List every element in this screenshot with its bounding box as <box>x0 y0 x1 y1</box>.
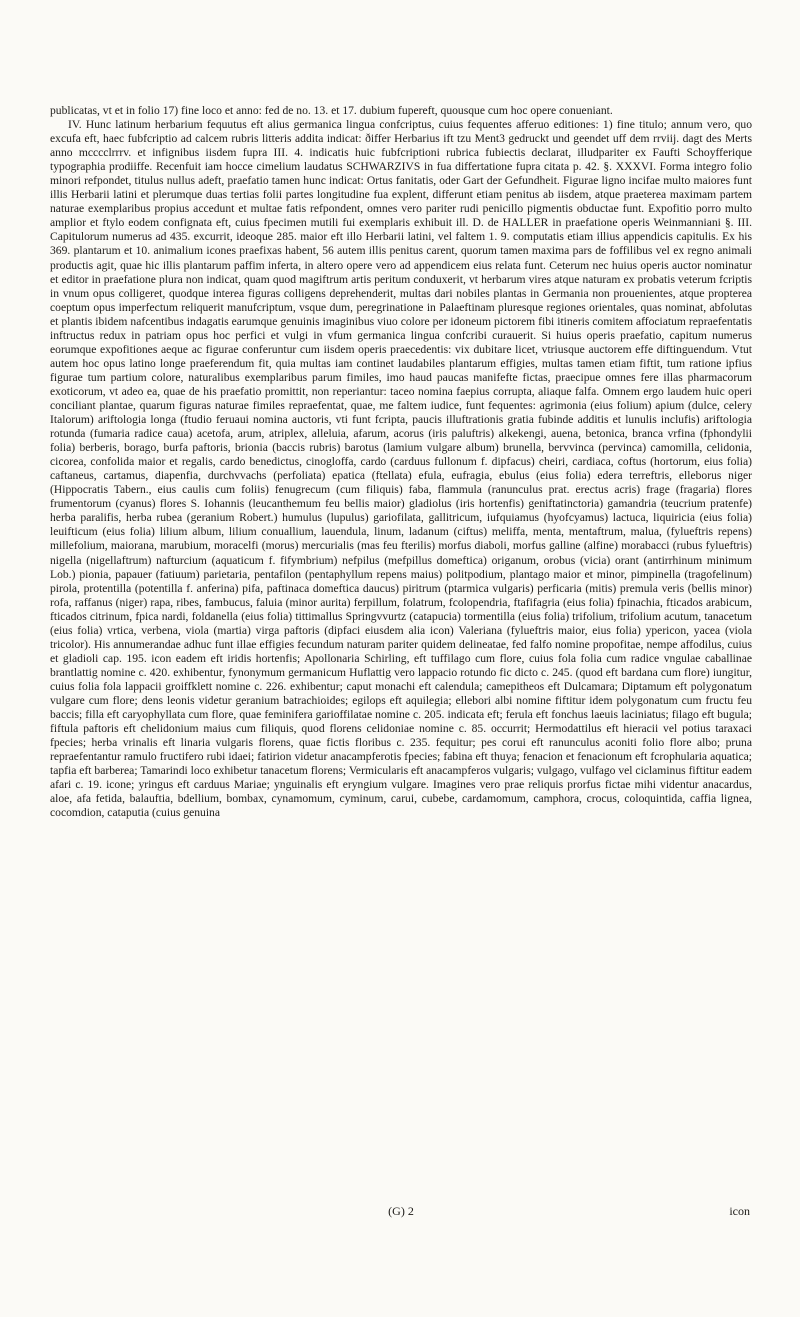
catchword: icon <box>729 1204 750 1218</box>
signature-mark: (G) 2 <box>388 1204 414 1218</box>
paragraph-section-iv: IV. Hunc latinum herbarium fequutus eft alius germanica lingua confcriptus, cuius fequentes afferuo editiones: 1) fine titulo; annum vero, quo excufa eft, haec fubfcriptio ad calcem rubris litteris addita indicat: ðiffer Herbarius ift tzu Ment3 gedruckt und geendet uff dem rrviij. dagt des Merts anno mcccclrrrv. et infignibus iisdem fupra III. 4. indicatis huic fubfcriptioni rubrica fubiectis declarat, illudpariter ex Faufti Schoyfferique typographia prodiiffe. Recenfuit iam hocce cimelium laudatus SCHWARZIVS in fua differtatione fupra citata p. 42. §. XXXVI. Forma integro folio minori refpondet, titulus nullus adeft, praefatio tamen hunc indicat: Ortus fanitatis, oder Gart der Gefundheit. Figurae ligno incifae multo maiores funt illis Herbarii latini et plerumque duas tertias folii partes longitudine fua explent, differunt etiam penitus ab iisdem, atque praeterea maximam partem naturae exemplaribus propius accedunt et multae fatis refpondent, omnes vero pariter rudi penicillo pigmentis obductae funt. Expofitio porro multo amplior et ftylo eodem confignata eft, cuius fpecimen mutili fui exemplaris exhibuit ill. D. de HALLER in praefatione operis Weinmanniani §. III. Capitulorum numerus ad 435. excurrit, ideoque 285. maior eft illo Herbarii latini, vel faltem 1. 9. computatis etiam illius appendicis capitulis. Ex his 369. plantarum et 10. animalium icones praefixas habent, 56 autem illis penitus carent, quorum tamen maxima pars de foffilibus vel ex regno animali productis agit, quae hic illis plantarum paffim inferta, in altero opere vero ad appendicem eius relata funt. Ceterum nec huius operis auctor nominatur et editor in praefatione plura non indicat, quam quod magiftrum artis peritum conduxerit, vt herbarum vires atque naturam ex probatis veterum fcriptis in vnum opus colligeret, quodque interea figuras colligens deprehenderit, multas dari nobiles plantas in Germania non prouenientes, atque propterea coeptum opus imperfectum reliquerit manufcriptum, vsque dum, peregrinatione in Palaeftinam pluresque regiones orientales, quas nominat, abfolutas et plantis ibidem nafcentibus indagatis earumque genuinis imaginibus viuo colore per idoneum pictorem fibi itineris comitem affociatum repraefentatis inftructus redux in patriam opus hoc perfici et vulgi in vfum germanica lingua confcribi curauerit. Si huius operis praefatio, capitum numerus eorumque expofitiones aeque ac figurae conferuntur cum iisdem operis praecedentis: vix dubitare licet, vtriusque auctorem effe diftinguendum. Vtut autem hoc opus latino longe praeferendum fit, quia multas iam continet laudabiles plantarum effigies, multas tamen etiam fiftit, tum ratione ipfius figurae tum partium colore, naturalibus exemplaribus parum fimiles, imo haud paucas manifefte fictas, praecipue omnes fere illas pharmacorum exoticorum, vt adeo ea, quae de his praefatio promittit, non reperiantur: taceo nomina faepius corrupta, aliaque falfa. Omnem ergo laudem huic operi conciliant plantae, quarum figuras naturae fimiles repraefentat, quae, me faltem iudice, funt fequentes: agrimonia (eius folium) apium (dulce, celery Italorum) ariftologia longa (ftudio feruaui nomina auctoris, vti funt fcripta, paucis illuftrationis gratia fubinde additis et lunulis inclufis) ariftologia rotunda (fumaria radice caua) acetofa, arum, atriplex, alleluia, afarum, acorus (iris paluftris) alkekengi, auena, betonica, branca vrfina (fphondylii folia) berberis, borago, burfa paftoris, brionia (baccis rubris) barotus (lamium vulgare album) brunella, bervvinca (pervinca) camomilla, celidonia, cicorea, confolida maior et regalis, cardo benedictus, cinogloffa, cardo (carduus fullonum f. dipfacus) cheiri, cardiaca, coftus (hortorum, eius folia) caftaneus, cartamus, diapenfia, durchvvachs (perfoliata) epatica (ftellata) efula, eufragia, ebulus (eius folia) edera terreftris, elleborus niger (Hippocratis Tabern., eius caulis cum foliis) fenugrecum (cum filiquis) faba, flammula (ranunculus prat. erectus acris) frage (fragaria) flores frumentorum (cyanus) flores S. Iohannis (leucanthemum feu bellis maior) gladiolus (iris hortenfis) geniftatinctoria) gamandria (teucrium pratenfe) herba paralifis, herba rubea (geranium Robert.) humulus (lupulus) gariofilata, gallitricum, iufquiamus (hyofcyamus) lactuca, liquiricia (eius folia) leuifticum (eius folia) lilium album, lilium conuallium, lauendula, linum, ladanum (ciftus) meliffa, menta, mentaftrum, malua, (fylueftris repens) millefolium, maiorana, marubium, moracelfi (morus) mercurialis (mas feu fterilis) morfus diaboli, morfus galline (alfine) morabacci (rubus fylueftris) nigella (nigellaftrum) nafturcium (aquaticum f. fifymbrium) nefpilus (mefpillus domeftica) origanum, orobus (vicia) orant (antirrhinum minimum Lob.) pionia, papauer (fatiuum) parietaria, pentafilon (pentaphyllum repens maius) politpodium, plantago maior et minor, pimpinella (tragofelinum) pirola, protentilla (potentilla f. anferina) pifa, paftinaca domeftica daucus) piritrum (ptarmica vulgaris) perficaria (mitis) premula veris (bellis minor) rofa, raffanus (niger) rapa, ribes, fambucus, faluia (minor aurita) ferpillum, folatrum, fcolopendria, ftafifagria (eius folia) fpinachia, fticados arabicum, fticados citrinum, fpica nardi, foldanella (eius folia) tittimallus Springvvurtz (catapucia) tormentilla (eius folia) trifolium, trifolium acutum, tanacetum (eius folia) vrtica, verbena, viola (martia) virga paftoris (dipfaci eiusdem alia icon) Valeriana (fylueftris maior, eius folia) ypericon, yacea (viola tricolor). His annumerandae adhuc funt illae effigies fecundum naturam pariter quidem delineatae, fed falfo nomine propofitae, nempe affodilus, cuius et gladioli cap. 195. icon eadem eft iridis hortenfis; Apollonaria Schirling, eft tuffilago cum flore, cuius fola folia cum radice vngulae caballinae brantlattig nomine c. 420. exhibentur, fynonymum germanicum Huflattig vero lappacio rotundo fic dicto c. 245. (quod eft bardana cum flore) iungitur, cuius folia fola lappacii groiffklett nomine c. 226. exhibentur; caput monachi eft calendula; camepitheos eft Dulcamara; Diptamum eft polygonatum vulgare cum flore; dens leonis videtur geranium batrachioides; egilops eft aquilegia; ellebori albi nomine fiftitur idem polygonatum cum fructu feu baccis; filla eft caryophyllata cum flore, quae feminifera garioffilatae nomine c. 205. indicata eft; ferula eft fonchus laeuis laciniatus; filago eft bugula; fiftula paftoris eft chelidonium maius cum filiquis, quod florens celidoniae nomine c. 85. occurrit; Hermodattilus eft hieracii vel potius taraxaci fpecies; herba vrinalis eft linaria vulgaris florens, quae fictis floribus c. 235. fequitur; pes corui eft ranunculus aconiti folio flore albo; pruna repraefentantur ramulo fructifero rubi idaei; fatirion videtur anacampferotis fpecies; fabina eft thuya; fenacion et fenacionum eft fcrophularia aquatica; tapfia eft barberea; Tamarindi loco exhibetur tanacetum florens; Vermicularis eft anacampferos vulgaris; vulgago, vulfago vel ciclaminus fiftitur eadem afari c. 19. icone; yringus eft carduus Mariae; ynguinalis eft eryngium vulgare. Imagines vero prae reliquis prorfus fictae mihi videntur anacardus, aloe, afa fetida, balauftia, bdellium, bombax, cynamomum, cyminum, carui, cubebe, cardamomum, camphora, crocus, coloquintida, caffia lignea, cocomdion, cataputia (cuius genuina <box>50 118 752 820</box>
body-text <box>50 104 752 820</box>
paragraph-continuation: publicatas, vt et in folio 17) fine loco et anno: fed de no. 13. et 17. dubium fupereft, quousque cum hoc opere conueniant. <box>50 104 613 117</box>
page-footer <box>50 1204 752 1220</box>
